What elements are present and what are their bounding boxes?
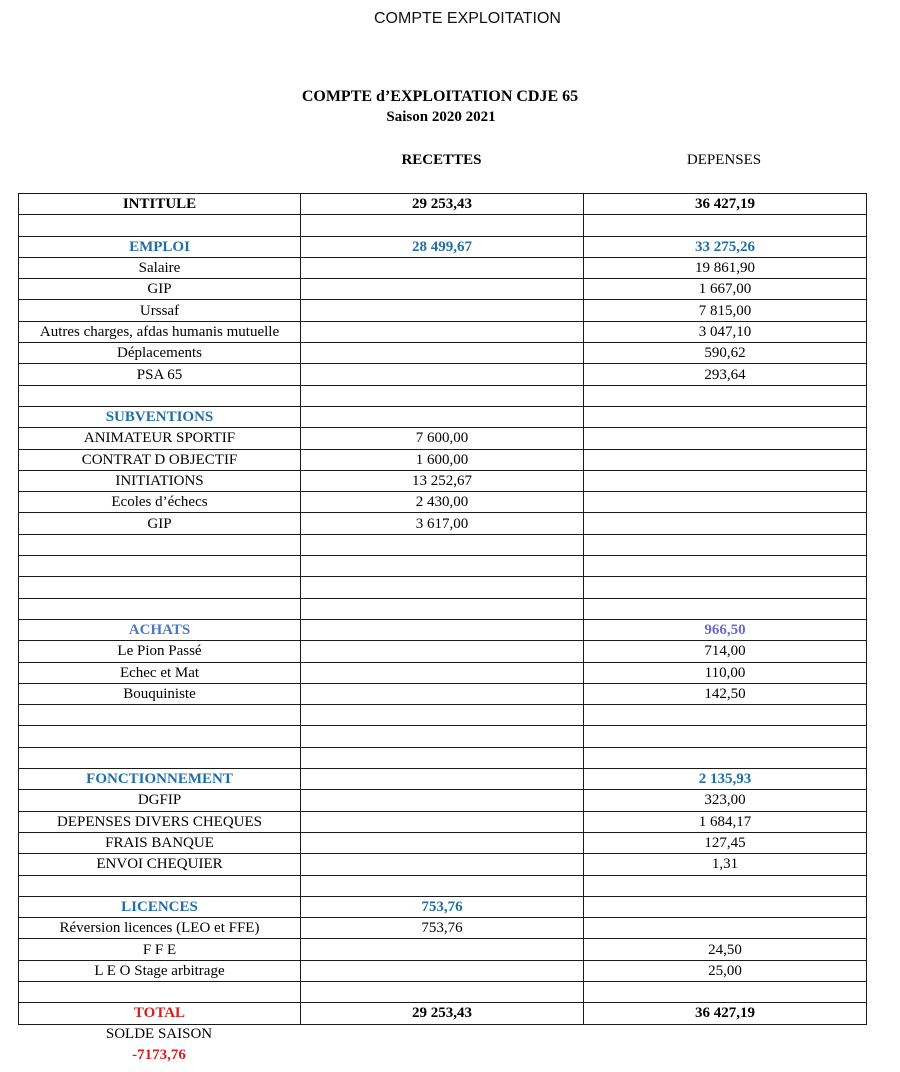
row-label-cell — [19, 705, 301, 726]
recettes-cell — [301, 406, 584, 427]
recettes-cell: 753,76 — [301, 896, 584, 917]
row-label-cell: SUBVENTIONS — [19, 406, 301, 427]
recettes-cell — [301, 747, 584, 768]
recettes-cell — [301, 385, 584, 406]
row-label-cell: Le Pion Passé — [19, 641, 301, 662]
table-row — [19, 194, 867, 215]
depenses-cell: 24,50 — [584, 939, 867, 960]
recettes-cell — [301, 257, 584, 278]
recettes-cell — [301, 726, 584, 747]
recettes-cell — [301, 854, 584, 875]
row-label-cell: ENVOI CHEQUIER — [19, 854, 301, 875]
row-label-cell: CONTRAT D OBJECTIF — [19, 449, 301, 470]
row-label-cell: TOTAL — [19, 1003, 301, 1024]
blank-row — [19, 598, 867, 619]
depenses-cell — [584, 556, 867, 577]
depenses-cell: 110,00 — [584, 662, 867, 683]
depenses-cell — [584, 577, 867, 598]
row-label-cell: INTITULE — [19, 194, 301, 215]
table-row — [19, 428, 867, 449]
depenses-cell: 36 427,19 — [584, 1003, 867, 1024]
recettes-cell — [301, 641, 584, 662]
season-subtitle: Saison 2020 2021 — [386, 109, 496, 125]
recettes-cell: 7 600,00 — [301, 428, 584, 449]
depenses-cell: 25,00 — [584, 960, 867, 981]
recettes-cell: 753,76 — [301, 918, 584, 939]
recettes-column-header: RECETTES — [401, 152, 482, 168]
section-row — [19, 236, 867, 257]
season-balance-label: SOLDE SAISON — [105, 1026, 213, 1042]
section-row — [19, 896, 867, 917]
row-label-cell: GIP — [19, 279, 301, 300]
depenses-cell: 966,50 — [584, 619, 867, 640]
table-row — [19, 790, 867, 811]
depenses-cell — [584, 470, 867, 491]
depenses-cell: 33 275,26 — [584, 236, 867, 257]
depenses-cell — [584, 705, 867, 726]
table-row — [19, 321, 867, 342]
total-row — [19, 1003, 867, 1024]
depenses-cell: 1 684,17 — [584, 811, 867, 832]
blank-row — [19, 705, 867, 726]
table-row — [19, 918, 867, 939]
row-label-cell — [19, 598, 301, 619]
table-row — [19, 683, 867, 704]
depenses-cell: 1 667,00 — [584, 279, 867, 300]
row-label-cell: Bouquiniste — [19, 683, 301, 704]
depenses-cell: 19 861,90 — [584, 257, 867, 278]
recettes-cell — [301, 534, 584, 555]
row-label-cell — [19, 556, 301, 577]
blank-row — [19, 556, 867, 577]
table-body — [19, 194, 867, 1025]
recettes-cell — [301, 875, 584, 896]
recettes-cell — [301, 321, 584, 342]
table-row — [19, 364, 867, 385]
recettes-cell — [301, 939, 584, 960]
depenses-cell — [584, 747, 867, 768]
depenses-cell: 127,45 — [584, 832, 867, 853]
depenses-cell: 2 135,93 — [584, 769, 867, 790]
page-title: COMPTE d’EXPLOITATION CDJE 65 — [301, 88, 579, 105]
document-header-title: COMPTE EXPLOITATION — [374, 10, 561, 27]
row-label-cell: EMPLOI — [19, 236, 301, 257]
season-balance-value: -7173,76 — [132, 1047, 186, 1063]
row-label-cell: Ecoles d’échecs — [19, 492, 301, 513]
table-row — [19, 832, 867, 853]
row-label-cell: Réversion licences (LEO et FFE) — [19, 918, 301, 939]
recettes-cell — [301, 705, 584, 726]
depenses-cell: 323,00 — [584, 790, 867, 811]
table-row — [19, 492, 867, 513]
row-label-cell — [19, 726, 301, 747]
recettes-cell — [301, 662, 584, 683]
recettes-cell — [301, 577, 584, 598]
table-row — [19, 279, 867, 300]
row-label-cell: DEPENSES DIVERS CHEQUES — [19, 811, 301, 832]
blank-row — [19, 747, 867, 768]
blank-row — [19, 215, 867, 236]
blank-row — [19, 534, 867, 555]
row-label-cell — [19, 981, 301, 1002]
recettes-cell — [301, 960, 584, 981]
row-label-cell: F F E — [19, 939, 301, 960]
recettes-cell — [301, 619, 584, 640]
row-label-cell: Autres charges, afdas humanis mutuelle — [19, 321, 301, 342]
operating-account-table — [18, 193, 867, 1025]
row-label-cell — [19, 385, 301, 406]
depenses-cell: 590,62 — [584, 343, 867, 364]
row-label-cell: Salaire — [19, 257, 301, 278]
recettes-cell — [301, 598, 584, 619]
depenses-cell: 142,50 — [584, 683, 867, 704]
table-row — [19, 300, 867, 321]
row-label-cell: PSA 65 — [19, 364, 301, 385]
table-row — [19, 449, 867, 470]
depenses-cell — [584, 492, 867, 513]
recettes-cell — [301, 556, 584, 577]
table-row — [19, 662, 867, 683]
depenses-cell: 3 047,10 — [584, 321, 867, 342]
depenses-cell — [584, 918, 867, 939]
row-label-cell — [19, 875, 301, 896]
row-label-cell: Déplacements — [19, 343, 301, 364]
row-label-cell: DGFIP — [19, 790, 301, 811]
recettes-cell: 2 430,00 — [301, 492, 584, 513]
depenses-cell: 7 815,00 — [584, 300, 867, 321]
recettes-cell — [301, 683, 584, 704]
depenses-column-header: DEPENSES — [686, 152, 762, 168]
row-label-cell — [19, 747, 301, 768]
depenses-cell: 36 427,19 — [584, 194, 867, 215]
row-label-cell — [19, 215, 301, 236]
recettes-cell: 29 253,43 — [301, 1003, 584, 1024]
row-label-cell: Echec et Mat — [19, 662, 301, 683]
table-row — [19, 960, 867, 981]
recettes-cell — [301, 769, 584, 790]
depenses-cell — [584, 726, 867, 747]
row-label-cell: ACHATS — [19, 619, 301, 640]
row-label-cell: INITIATIONS — [19, 470, 301, 491]
depenses-cell — [584, 449, 867, 470]
recettes-cell — [301, 364, 584, 385]
row-label-cell — [19, 534, 301, 555]
section-row — [19, 406, 867, 427]
depenses-cell — [584, 385, 867, 406]
depenses-cell: 1,31 — [584, 854, 867, 875]
blank-row — [19, 875, 867, 896]
section-row — [19, 769, 867, 790]
row-label-cell: Urssaf — [19, 300, 301, 321]
depenses-cell — [584, 215, 867, 236]
row-label-cell: FRAIS BANQUE — [19, 832, 301, 853]
section-row — [19, 619, 867, 640]
recettes-cell — [301, 811, 584, 832]
row-label-cell — [19, 577, 301, 598]
depenses-cell — [584, 875, 867, 896]
depenses-cell — [584, 428, 867, 449]
blank-row — [19, 385, 867, 406]
recettes-cell — [301, 790, 584, 811]
recettes-cell: 1 600,00 — [301, 449, 584, 470]
recettes-cell: 13 252,67 — [301, 470, 584, 491]
row-label-cell: L E O Stage arbitrage — [19, 960, 301, 981]
blank-row — [19, 577, 867, 598]
recettes-cell — [301, 300, 584, 321]
recettes-cell — [301, 981, 584, 1002]
table-row — [19, 811, 867, 832]
table-row — [19, 641, 867, 662]
depenses-cell — [584, 534, 867, 555]
table-row — [19, 854, 867, 875]
row-label-cell: FONCTIONNEMENT — [19, 769, 301, 790]
depenses-cell — [584, 513, 867, 534]
depenses-cell: 293,64 — [584, 364, 867, 385]
depenses-cell — [584, 981, 867, 1002]
blank-row — [19, 981, 867, 1002]
depenses-cell — [584, 406, 867, 427]
depenses-cell: 714,00 — [584, 641, 867, 662]
recettes-cell — [301, 215, 584, 236]
table-row — [19, 343, 867, 364]
recettes-cell: 29 253,43 — [301, 194, 584, 215]
table-row — [19, 257, 867, 278]
depenses-cell — [584, 896, 867, 917]
recettes-cell: 28 499,67 — [301, 236, 584, 257]
depenses-cell — [584, 598, 867, 619]
recettes-cell: 3 617,00 — [301, 513, 584, 534]
blank-row — [19, 726, 867, 747]
table-row — [19, 939, 867, 960]
row-label-cell: LICENCES — [19, 896, 301, 917]
row-label-cell: ANIMATEUR SPORTIF — [19, 428, 301, 449]
recettes-cell — [301, 832, 584, 853]
table-row — [19, 470, 867, 491]
row-label-cell: GIP — [19, 513, 301, 534]
table-row — [19, 513, 867, 534]
recettes-cell — [301, 279, 584, 300]
recettes-cell — [301, 343, 584, 364]
